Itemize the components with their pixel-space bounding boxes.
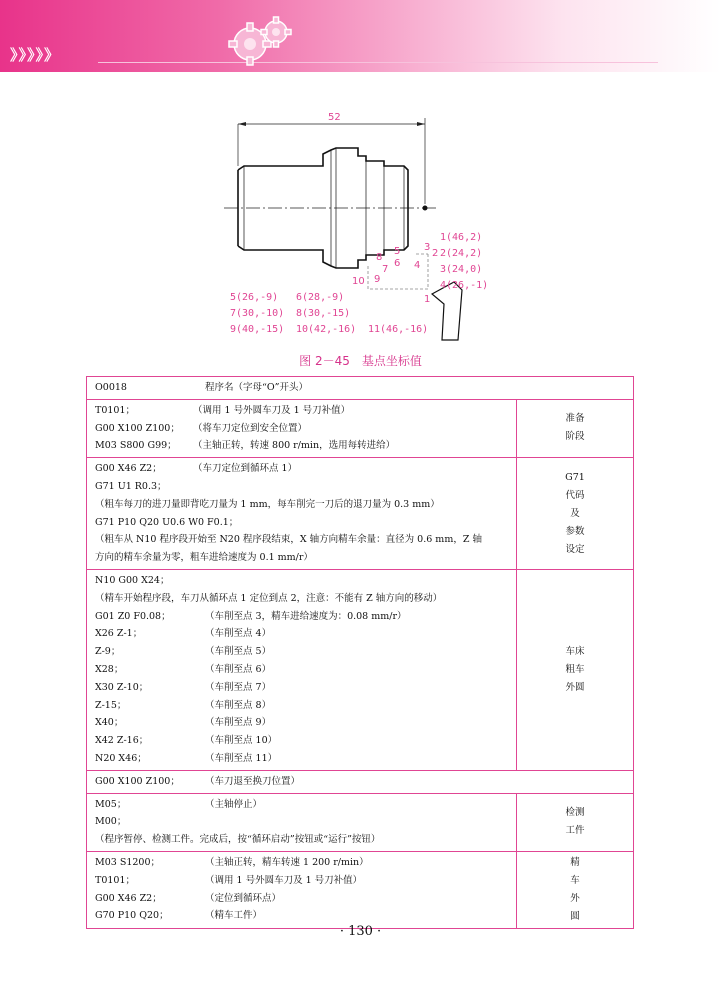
point-label: 8 (376, 252, 383, 263)
code-line: M03 S1200； (95, 856, 161, 868)
section-label-text: 车床 粗车 外圆 (565, 645, 585, 693)
caption-text: 基点坐标值 (361, 354, 422, 368)
coord-label: 9(40,-15) (230, 324, 285, 335)
code-line: G71 U1 R0.3； (95, 480, 167, 492)
point-label: 6 (394, 258, 401, 269)
comment-text: （调用 1 号外圆车刀及 1 号刀补值） (205, 874, 363, 886)
figure-caption (0, 352, 721, 369)
point-label: 2 (432, 248, 439, 259)
code-line: T0101； (95, 404, 136, 416)
table-cell (87, 770, 634, 793)
comment-text: （车刀定位到循环点 1） (193, 463, 298, 475)
table-cell (87, 569, 517, 770)
comment-text: （精车开始程序段，车刀从循环点 1 定位到点 2，注意：不能有 Z 轴方向的移动） (95, 592, 443, 604)
caption-number: 图 2－45 (299, 354, 350, 368)
comment-text: （车削至点 11） (205, 752, 278, 764)
code-line: G00 X46 Z2； (95, 463, 162, 475)
page-header-band (0, 0, 721, 72)
code-line: Z-9； (95, 646, 121, 658)
table-row (87, 770, 634, 793)
table-cell (87, 377, 634, 400)
code-line: T0101； (95, 874, 136, 886)
comment-text: （车削至点 9） (205, 717, 272, 729)
section-label-text: G71 代码 及 参数 设定 (565, 471, 585, 555)
coord-label: 7(30,-10) (230, 308, 285, 319)
chevron-decoration: 》》》》》 (10, 46, 61, 64)
coord-label: 10(42,-16) (296, 324, 357, 335)
table-row (87, 793, 634, 851)
code-line: X42 Z-16； (95, 735, 149, 747)
code-line: O0018 (95, 382, 127, 393)
point-label: 5 (394, 246, 401, 257)
code-line: G00 X100 Z100； (95, 775, 180, 787)
point-label: 4 (414, 260, 421, 271)
code-line: G00 X100 Z100； (95, 422, 180, 434)
point-label: 10 (352, 276, 365, 287)
coord-label: 1(46,2) (440, 232, 483, 243)
table-row (87, 377, 634, 400)
table-cell (87, 458, 517, 570)
comment-text: （主轴正转，转速 800 r/min，选用每转进给） (193, 440, 396, 452)
table-cell (87, 399, 517, 457)
comment-text: （车削至点 7） (205, 681, 272, 693)
comment-text: 程序名（字母“O”开头） (205, 382, 309, 393)
point-label: 7 (382, 264, 389, 275)
code-line: M00； (95, 816, 127, 828)
comment-text: （程序暂停、检测工件。完成后，按“循环启动”按钮或“运行”按钮） (95, 834, 381, 846)
section-label (517, 793, 634, 851)
gear-icon (226, 14, 296, 70)
section-label (517, 399, 634, 457)
page-number: · 130 · (339, 924, 382, 939)
point-label: 3 (424, 242, 431, 253)
table-cell (87, 851, 517, 928)
coord-label: 4(26,-1) (440, 280, 489, 291)
comment-text: （车刀退至换刀位置） (205, 775, 301, 787)
coord-label: 5(26,-9) (230, 292, 279, 303)
comment-text: （粗车每刀的进刀量即背吃刀量为 1 mm，每车削完一刀后的退刀量为 0.3 mm） (95, 498, 440, 510)
comment-text: （车削至点 3，精车进给速度为：0.08 mm/r） (205, 610, 407, 622)
point-label: 1 (424, 294, 431, 305)
section-label (517, 569, 634, 770)
comment-text: （定位到循环点） (205, 892, 282, 904)
table-row (87, 399, 634, 457)
coord-label: 8(30,-15) (296, 308, 351, 319)
coord-label: 6(28,-9) (296, 292, 345, 303)
code-line: N20 X46； (95, 752, 147, 764)
comment-text: （车削至点 8） (205, 699, 272, 711)
program-table (86, 376, 634, 929)
code-line: G01 Z0 F0.08； (95, 610, 171, 622)
table-row (87, 458, 634, 570)
coord-label: 2(24,2) (440, 248, 483, 259)
comment-text: （车削至点 5） (205, 646, 272, 658)
code-line: X28； (95, 663, 124, 675)
comment-text: （车削至点 10） (205, 735, 278, 747)
table-row (87, 851, 634, 928)
code-line: Z-15； (95, 699, 127, 711)
coord-label: 3(24,0) (440, 264, 483, 275)
code-line: M03 S800 G99； (95, 440, 177, 452)
section-label-text: 精 车 外 圆 (570, 856, 580, 922)
code-line: X26 Z-1； (95, 628, 143, 640)
part-drawing (218, 104, 489, 344)
comment-text: （精车工件） (205, 910, 263, 922)
comment-text: （将车刀定位到安全位置） (193, 422, 308, 434)
table-row (87, 569, 634, 770)
section-label (517, 851, 634, 928)
code-line: G71 P10 Q20 U0.6 W0 F0.1； (95, 516, 239, 528)
code-line: G70 P10 Q20； (95, 910, 169, 922)
comment-text: （调用 1 号外圆车刀及 1 号刀补值） (193, 404, 351, 416)
comment-text: （主轴正转，精车转速 1 200 r/min） (205, 856, 369, 868)
dimension-label: 52 (328, 112, 341, 123)
code-line: G00 X46 Z2； (95, 892, 162, 904)
point-label: 9 (374, 274, 381, 285)
table-cell (87, 793, 517, 851)
code-line: X40； (95, 717, 124, 729)
header-rule (98, 62, 658, 63)
code-line: M05； (95, 798, 127, 810)
comment-text: （车削至点 4） (205, 628, 272, 640)
comment-text: 方向的精车余量为零，粗车进给速度为 0.1 mm/r） (95, 552, 313, 564)
comment-text: （主轴停止） (205, 798, 263, 810)
code-line: N10 G00 X24； (95, 574, 170, 586)
section-label-text: 检测 工件 (565, 807, 585, 837)
coord-label: 11(46,-16) (368, 324, 429, 335)
comment-text: （车削至点 6） (205, 663, 272, 675)
section-label-text: 准备 阶段 (565, 413, 585, 443)
section-label (517, 458, 634, 570)
code-line: X30 Z-10； (95, 681, 149, 693)
comment-text: （粗车从 N10 程序段开始至 N20 程序段结束，X 轴方向精车余量：直径为 0.6 mm，Z 轴 (95, 534, 482, 546)
